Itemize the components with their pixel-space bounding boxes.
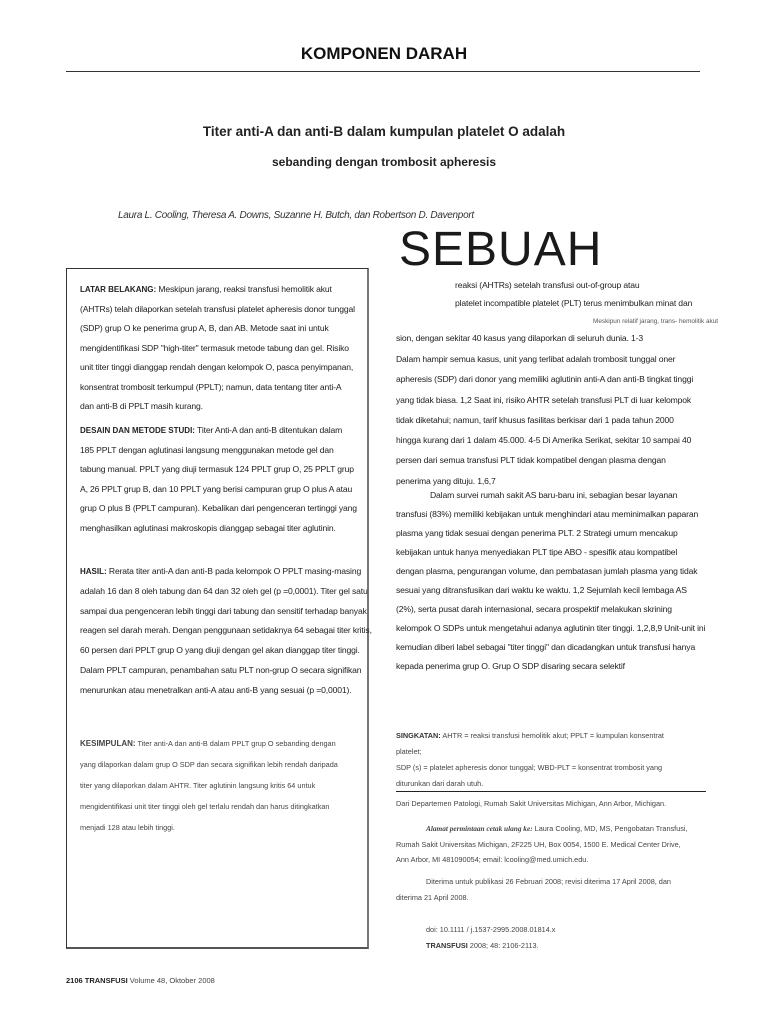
body-paragraph-2 <box>396 486 705 676</box>
reprint-address <box>396 821 688 868</box>
abbrev-line: SDP (s) = platelet apheresis donor tunggal; WBD-PLT = konsentrat trombosit yang <box>396 763 663 772</box>
abstract-line <box>80 775 338 796</box>
body-line: persen dari semua transfusi PLT tidak kompatibel dengan plasma dengan <box>396 455 666 466</box>
body-line: kepada penerima grup O. Grup O SDP disaring secara selektif <box>396 661 625 671</box>
abstract-line <box>80 441 357 461</box>
intro-line: platelet incompatible platelet (PLT) terus menimbulkan minat dan <box>455 298 693 308</box>
footer-page-journal: 2106 TRANSFUSI <box>66 976 128 985</box>
line-text: Titer Anti-A dan anti-B ditentukan dalam <box>194 425 343 435</box>
abstract-line <box>80 358 355 378</box>
body-line: sesuai yang ditransfusikan dari waktu ke waktu. 1,2 Sejumlah kecil lembaga AS <box>396 585 687 595</box>
abstract-line <box>80 378 355 398</box>
line-text: adalah 16 dan 8 oleh tabung dan 64 dan 32 oleh gel (p =0,0001). Titer gel satu <box>80 585 368 596</box>
abstract-results <box>80 562 372 701</box>
reprint-lead: Alamat permintaan cetak ulang ke: <box>426 824 533 833</box>
header-rule <box>66 71 700 72</box>
line-text: menghasilkan aglutinasi makroskopis dianggap sebagai titer aglutinin. <box>80 522 336 533</box>
line-text: 185 PPLT dengan aglutinasi langsung menggunakan metode gel dan <box>80 444 334 455</box>
line-text: konsentrat trombosit terkumpul (PPLT); namun, data tentang titer anti-A <box>80 381 342 392</box>
abstract-line <box>80 319 355 339</box>
received-dates <box>396 874 671 906</box>
dropcap: SEBUAH <box>399 223 603 276</box>
reprint-line: Rumah Sakit Universitas Michigan, 2F225 UH, Box 0054, 1500 E. Medical Center Drive, <box>396 839 681 849</box>
abbrev-line: diturunkan dari darah utuh. <box>396 779 484 788</box>
article-title-line1: Titer anti-A dan anti-B dalam kumpulan platelet O adalah <box>202 124 566 139</box>
line-text: sampai dua pengenceran lebih tinggi dari tabung dan sensitif terhadap banyak <box>80 605 367 616</box>
abstract-line <box>80 681 372 701</box>
section-lead: KESIMPULAN: <box>80 739 136 748</box>
body-line: tidak diketahui; namun, tarif khusus fasilitas berkisar dari 1 pada tahun 2000 <box>396 414 674 425</box>
line-text: grup O plus B (PPLT campuran). Kebalikan dari pengenceran tertinggi yang <box>80 503 357 513</box>
abstract-line <box>80 754 338 775</box>
doi: doi: 10.1111 / j.1537-2995.2008.01814.x <box>426 925 556 934</box>
doi-citation <box>426 922 555 954</box>
abstract-methods <box>80 421 357 538</box>
body-line: Dalam hampir semua kasus, unit yang terlibat adalah trombosit tunggal oner <box>396 354 676 364</box>
line-text: A, 26 PPLT grup B, dan 10 PPLT yang berisi campuran grup O plus A atau <box>80 483 353 494</box>
body-line: transfusi (83%) memiliki kebijakan untuk menghindari atau meminimalkan paparan <box>396 509 699 519</box>
reprint-line: Laura Cooling, MD, MS, Pengobatan Transfusi, <box>532 824 688 833</box>
citation-journal: TRANSFUSI <box>426 941 468 950</box>
body-paragraph-1 <box>396 349 693 491</box>
section-lead: LATAR BELAKANG: <box>80 285 157 294</box>
line-text: Meskipun jarang, reaksi transfusi hemolitik akut <box>156 284 332 294</box>
footnote-rule <box>396 791 706 792</box>
line-text: titer yang dilaporkan dalam AHTR. Titer aglutinin langsung kritis 64 untuk <box>80 781 316 790</box>
body-line: hingga kurang dari 1 dalam 45.000. 4-5 Di Amerika Serikat, sekitar 10 sampai 40 <box>396 435 692 446</box>
abstract-line <box>80 733 338 754</box>
body-line: kebijakan untuk hanya menyediakan PLT tipe ABO - spesifik atau kompatibel <box>396 547 678 557</box>
line-text: menjadi 128 atau lebih tinggi. <box>80 823 175 832</box>
received-line: diterima 21 April 2008. <box>396 893 469 902</box>
line-text: Titer anti-A dan anti-B dalam PPLT grup O sebanding dengan <box>135 739 336 748</box>
line-text: unit titer tinggi dianggap rendah dengan kelompok O, pasca penyimpanan, <box>80 362 354 372</box>
abstract-line <box>80 421 357 441</box>
section-header: KOMPONEN DARAH <box>300 44 468 63</box>
abstract-line <box>80 641 372 661</box>
line-text: tabung manual. PPLT yang diuji termasuk 124 PPLT grup O, 25 PPLT grup <box>80 464 354 474</box>
citation-details: 2008; 48: 2106-2113. <box>467 941 539 950</box>
footer-volume: Volume 48, Oktober 2008 <box>127 976 215 985</box>
abstract-line <box>80 661 372 681</box>
abstract-line <box>80 460 357 480</box>
body-line: kelompok O SDPs untuk mengetahui adanya aglutinin titer tinggi. 1,2,8,9 Unit-unit ini <box>396 623 706 633</box>
abstract-line <box>80 621 372 641</box>
abstract-line <box>80 339 355 359</box>
line-text: dan anti-B di PPLT masih kurang. <box>80 401 203 411</box>
abbrev-lead: SINGKATAN: <box>396 731 441 740</box>
body-line: dengan plasma, pengurangan volume, dan pembatasan jumlah plasma yang tidak <box>396 566 698 576</box>
body-line: plasma yang tidak sesuai dengan penerima PLT. 2 Strategi umum mencakup <box>396 528 678 538</box>
abstract-line <box>80 519 357 539</box>
abstract-conclusions <box>80 733 338 838</box>
abbrev-line: platelet; <box>396 747 422 756</box>
body-line: penerima yang dituju. 1,6,7 <box>396 475 496 486</box>
abstract-line <box>80 562 372 582</box>
abstract-line <box>80 602 372 622</box>
abbrev-line: AHTR = reaksi transfusi hemolitik akut; PPLT = kumpulan konsentrat <box>440 731 664 740</box>
abstract-line <box>80 499 357 519</box>
received-line: Diterima untuk publikasi 26 Februari 2008; revisi diterima 17 April 2008, dan <box>426 877 671 886</box>
abstract-line <box>80 480 357 500</box>
reprint-line: Ann Arbor, MI 481090054; email: lcooling@med.umich.edu. <box>396 855 589 864</box>
line-text: mengidentifikasi unit titer tinggi oleh gel terlalu rendah dan harus ditingkatkan <box>80 802 330 811</box>
intro-line: sion, dengan sekitar 40 kasus yang dilaporkan di seluruh dunia. 1-3 <box>396 333 643 343</box>
affiliation: Dari Departemen Patologi, Rumah Sakit Universitas Michigan, Ann Arbor, Michigan. <box>396 799 667 808</box>
abstract-line <box>80 796 338 817</box>
body-line: kemudian diberi label sebagai "titer tinggi" dan dicadangkan untuk transfusi hanya <box>396 642 696 652</box>
body-line: yang tidak biasa. 1,2 Saat ini, risiko AHTR setelah transfusi PLT di luar kelompok <box>396 394 691 405</box>
abstract-line <box>80 817 338 838</box>
line-text: mengidentifikasi SDP "high-titer" termasuk metode tabung dan gel. Risiko <box>80 342 349 353</box>
authors: Laura L. Cooling, Theresa A. Downs, Suzanne H. Butch, dan Robertson D. Davenport <box>118 210 474 221</box>
body-line: Dalam survei rumah sakit AS baru-baru ini, sebagian besar layanan <box>430 490 678 500</box>
section-lead: DESAIN DAN METODE STUDI: <box>80 426 195 435</box>
line-text: menurunkan atau menetralkan anti-A atau anti-B yang sesuai (p =0,0001). <box>80 684 352 695</box>
abstract-line <box>80 300 355 320</box>
abstract-line <box>80 280 355 300</box>
line-text: 60 persen dari PPLT grup O yang diuji dengan gel akan dianggap titer tinggi. <box>80 645 360 656</box>
abstract-background <box>80 280 355 417</box>
abstract-line <box>80 582 372 602</box>
line-text: Rerata titer anti-A dan anti-B pada kelompok O PPLT masing-masing <box>106 566 362 576</box>
intro-line: reaksi (AHTRs) setelah transfusi out-of-group atau <box>455 280 640 290</box>
abbreviations <box>396 728 664 792</box>
abstract-line <box>80 397 355 417</box>
line-text: yang dilaporkan dalam grup O SDP dan secara signifikan lebih rendah daripada <box>80 760 338 769</box>
intro-small: Meskipun relatif jarang, trans- hemolitik akut <box>593 318 719 325</box>
page-footer <box>66 976 215 985</box>
line-text: (SDP) grup O ke penerima grup A, B, dan AB. Metode saat ini untuk <box>80 323 329 333</box>
body-line: (2%), serta pusat darah internasional, secara prospektif melakukan skrining <box>396 604 672 614</box>
line-text: reagen sel darah merah. Dengan penggunaan setidaknya 64 sebagai titer kritis, <box>80 625 372 636</box>
line-text: (AHTRs) telah dilaporkan setelah transfusi platelet apheresis donor tunggal <box>80 303 355 314</box>
body-line: apheresis (SDP) dari donor yang memiliki aglutinin anti-A dan anti-B tingkat tinggi <box>396 374 694 385</box>
article-title-line2: sebanding dengan trombosit apheresis <box>271 155 497 169</box>
section-lead: HASIL: <box>80 567 107 576</box>
line-text: Dalam PPLT campuran, penambahan satu PLT non-grup O secara signifikan <box>80 664 362 675</box>
